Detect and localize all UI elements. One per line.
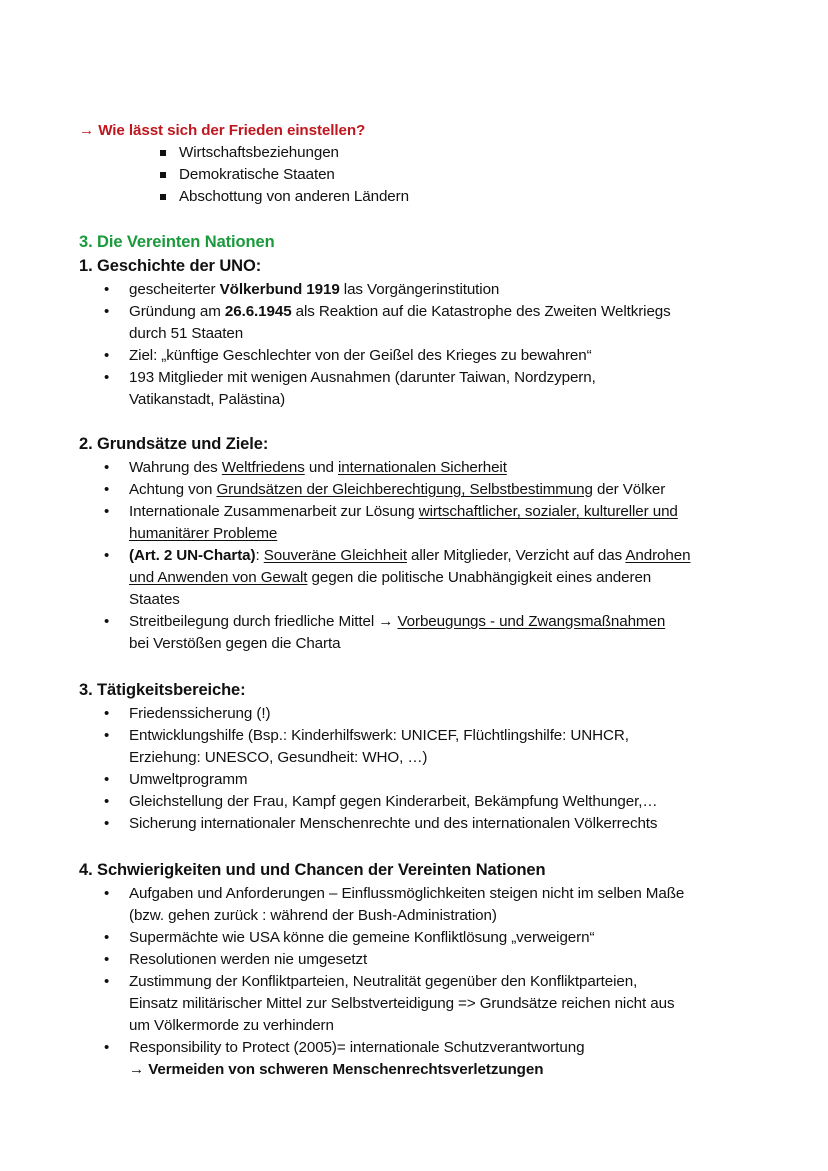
text-segment: Sicherung internationaler Menschenrechte und des internationalen Völkerrechts — [129, 815, 658, 832]
text-segment: 193 Mitglieder mit wenigen Ausnahmen (darunter Taiwan, Nordzypern, — [129, 368, 596, 386]
list-item — [129, 883, 684, 905]
bullet-icon: • — [104, 726, 110, 744]
list-item — [129, 457, 507, 479]
underlined-text: und Anwenden von Gewalt — [129, 569, 308, 586]
text-segment: und — [304, 458, 339, 476]
section-heading: 3. Tätigkeitsbereiche: — [79, 681, 246, 699]
list-item — [129, 367, 596, 389]
underlined-text: wirtschaftlicher, sozialer, kultureller und — [418, 502, 678, 520]
text-segment: Supermächte wie USA könne die gemeine Konfliktlösung „verweigern“ — [129, 928, 595, 946]
underlined-text: internationalen Sicherheit — [338, 458, 507, 476]
bullet-icon: • — [104, 884, 110, 902]
list-item — [129, 791, 657, 813]
text-segment: Gleichstellung der Frau, Kampf gegen Kinderarbeit, Bekämpfung Welthunger,… — [129, 792, 658, 810]
text-segment: als Reaktion auf die Katastrophe des Zweiten Weltkriegs — [291, 302, 671, 320]
text-segment: gegen die politische Unabhängigkeit eines anderen — [307, 569, 652, 586]
text-segment: Entwicklungshilfe (Bsp.: Kinderhilfswerk: UNICEF, Flüchtlingshilfe: UNHCR, — [129, 726, 629, 744]
text-segment: Friedenssicherung (!) — [129, 704, 271, 722]
list-item — [129, 725, 629, 747]
text-segment: Vatikanstadt, Palästina) — [129, 391, 286, 408]
list-item — [129, 1037, 584, 1059]
list-item-continuation — [129, 1015, 334, 1037]
bullet-icon: • — [104, 1039, 110, 1057]
list-item-continuation — [129, 389, 285, 411]
chapter-title: 3. Die Vereinten Nationen — [79, 233, 275, 251]
list-item-continuation — [129, 993, 674, 1015]
list-item-continuation — [129, 747, 427, 769]
text-segment: Resolutionen werden nie umgesetzt — [129, 950, 368, 968]
text-segment: las Vorgängerinstitution — [339, 280, 500, 298]
text-segment: Responsibility to Protect (2005)= internationale Schutzverantwortung — [129, 1039, 585, 1057]
text-segment: Staates — [129, 591, 180, 609]
bold-text: 26.6.1945 — [224, 302, 292, 320]
list-item-continuation — [129, 1059, 543, 1081]
text-segment: Ziel: „künftige Geschlechter von der Geißel des Krieges zu bewahren“ — [129, 346, 592, 364]
list-item — [129, 769, 247, 791]
text-segment: bei Verstößen gegen die Charta — [129, 635, 341, 653]
bullet-icon: • — [104, 546, 110, 564]
text-segment: Einsatz militärischer Mittel zur Selbstverteidigung => Grundsätze reichen nicht aus — [129, 995, 675, 1012]
intro-item: Wirtschaftsbeziehungen — [179, 144, 339, 161]
list-item — [129, 279, 499, 301]
bullet-icon: • — [104, 972, 110, 990]
bullet-icon: • — [104, 792, 110, 810]
list-item — [129, 703, 270, 725]
intro-item: Demokratische Staaten — [179, 166, 335, 183]
section-heading: 4. Schwierigkeiten und und Chancen der Vereinten Nationen — [79, 861, 546, 879]
list-item-continuation — [129, 633, 340, 655]
text-segment: der Völker — [592, 480, 666, 498]
list-item-continuation — [129, 905, 497, 927]
bullet-icon: • — [104, 368, 110, 386]
bold-text: → Vermeiden von schweren Menschenrechtsverletzungen — [129, 1061, 544, 1079]
bullet-icon: • — [104, 346, 110, 364]
text-segment: Gründung am — [129, 302, 225, 320]
underlined-text: Weltfriedens — [221, 458, 305, 476]
bullet-icon: • — [104, 770, 110, 788]
text-segment: Streitbeilegung durch friedliche Mittel → — [129, 613, 398, 631]
list-item — [129, 345, 592, 367]
list-item — [129, 301, 671, 323]
text-segment: Wahrung des — [129, 458, 222, 476]
text-segment: Zustimmung der Konfliktparteien, Neutralität gegenüber den Konfliktparteien, — [129, 972, 638, 990]
text-segment: (bzw. gehen zurück : während der Bush-Administration) — [129, 906, 497, 924]
bullet-icon: • — [104, 280, 110, 298]
square-bullet-icon — [160, 172, 166, 178]
bullet-icon: • — [104, 458, 110, 476]
text-segment: Aufgaben und Anforderungen – Einflussmöglichkeiten steigen nicht im selben Maße — [129, 884, 685, 902]
underlined-text: Androhen — [625, 546, 691, 564]
text-segment: gescheiterter — [129, 280, 220, 298]
bold-text: Völkerbund 1919 — [219, 280, 340, 298]
list-item — [129, 479, 665, 501]
section-heading: 2. Grundsätze und Ziele: — [79, 435, 269, 453]
square-bullet-icon — [160, 150, 166, 156]
section-heading: 1. Geschichte der UNO: — [79, 257, 262, 275]
text-segment: aller Mitglieder, Verzicht auf das — [406, 546, 626, 564]
text-segment: Achtung von — [129, 480, 217, 498]
underlined-text: Vorbeugungs - und Zwangsmaßnahmen — [397, 613, 666, 631]
list-item — [129, 501, 678, 523]
list-item-continuation — [129, 523, 277, 545]
underlined-text: Grundsätzen der Gleichberechtigung, Selbstbestimmung — [216, 480, 593, 498]
bullet-icon: • — [104, 480, 110, 498]
bold-text: (Art. 2 UN-Charta) — [129, 546, 256, 564]
list-item — [129, 949, 367, 971]
bullet-icon: • — [104, 302, 110, 320]
bullet-icon: • — [104, 928, 110, 946]
list-item — [129, 611, 665, 633]
text-segment: : — [255, 546, 264, 564]
underlined-text: humanitärer Probleme — [129, 524, 278, 542]
text-segment: um Völkermorde zu verhindern — [129, 1017, 334, 1035]
list-item — [129, 545, 690, 567]
bullet-icon: • — [104, 613, 110, 631]
question-heading: → Wie lässt sich der Frieden einstellen? — [79, 122, 366, 139]
bullet-icon: • — [104, 502, 110, 520]
square-bullet-icon — [160, 194, 166, 200]
list-item — [129, 971, 637, 993]
intro-item: Abschottung von anderen Ländern — [179, 188, 409, 205]
bullet-icon: • — [104, 704, 110, 722]
underlined-text: Souveräne Gleichheit — [263, 546, 407, 564]
list-item — [129, 813, 657, 835]
list-item-continuation — [129, 567, 651, 589]
text-segment: durch 51 Staaten — [129, 324, 244, 342]
list-item — [129, 927, 594, 949]
list-item-continuation — [129, 323, 243, 345]
text-segment: Internationale Zusammenarbeit zur Lösung — [129, 502, 419, 520]
text-segment: Erziehung: UNESCO, Gesundheit: WHO, …) — [129, 748, 428, 766]
text-segment: Umweltprogramm — [129, 770, 248, 788]
bullet-icon: • — [104, 815, 110, 832]
bullet-icon: • — [104, 950, 110, 968]
list-item-continuation — [129, 589, 180, 611]
